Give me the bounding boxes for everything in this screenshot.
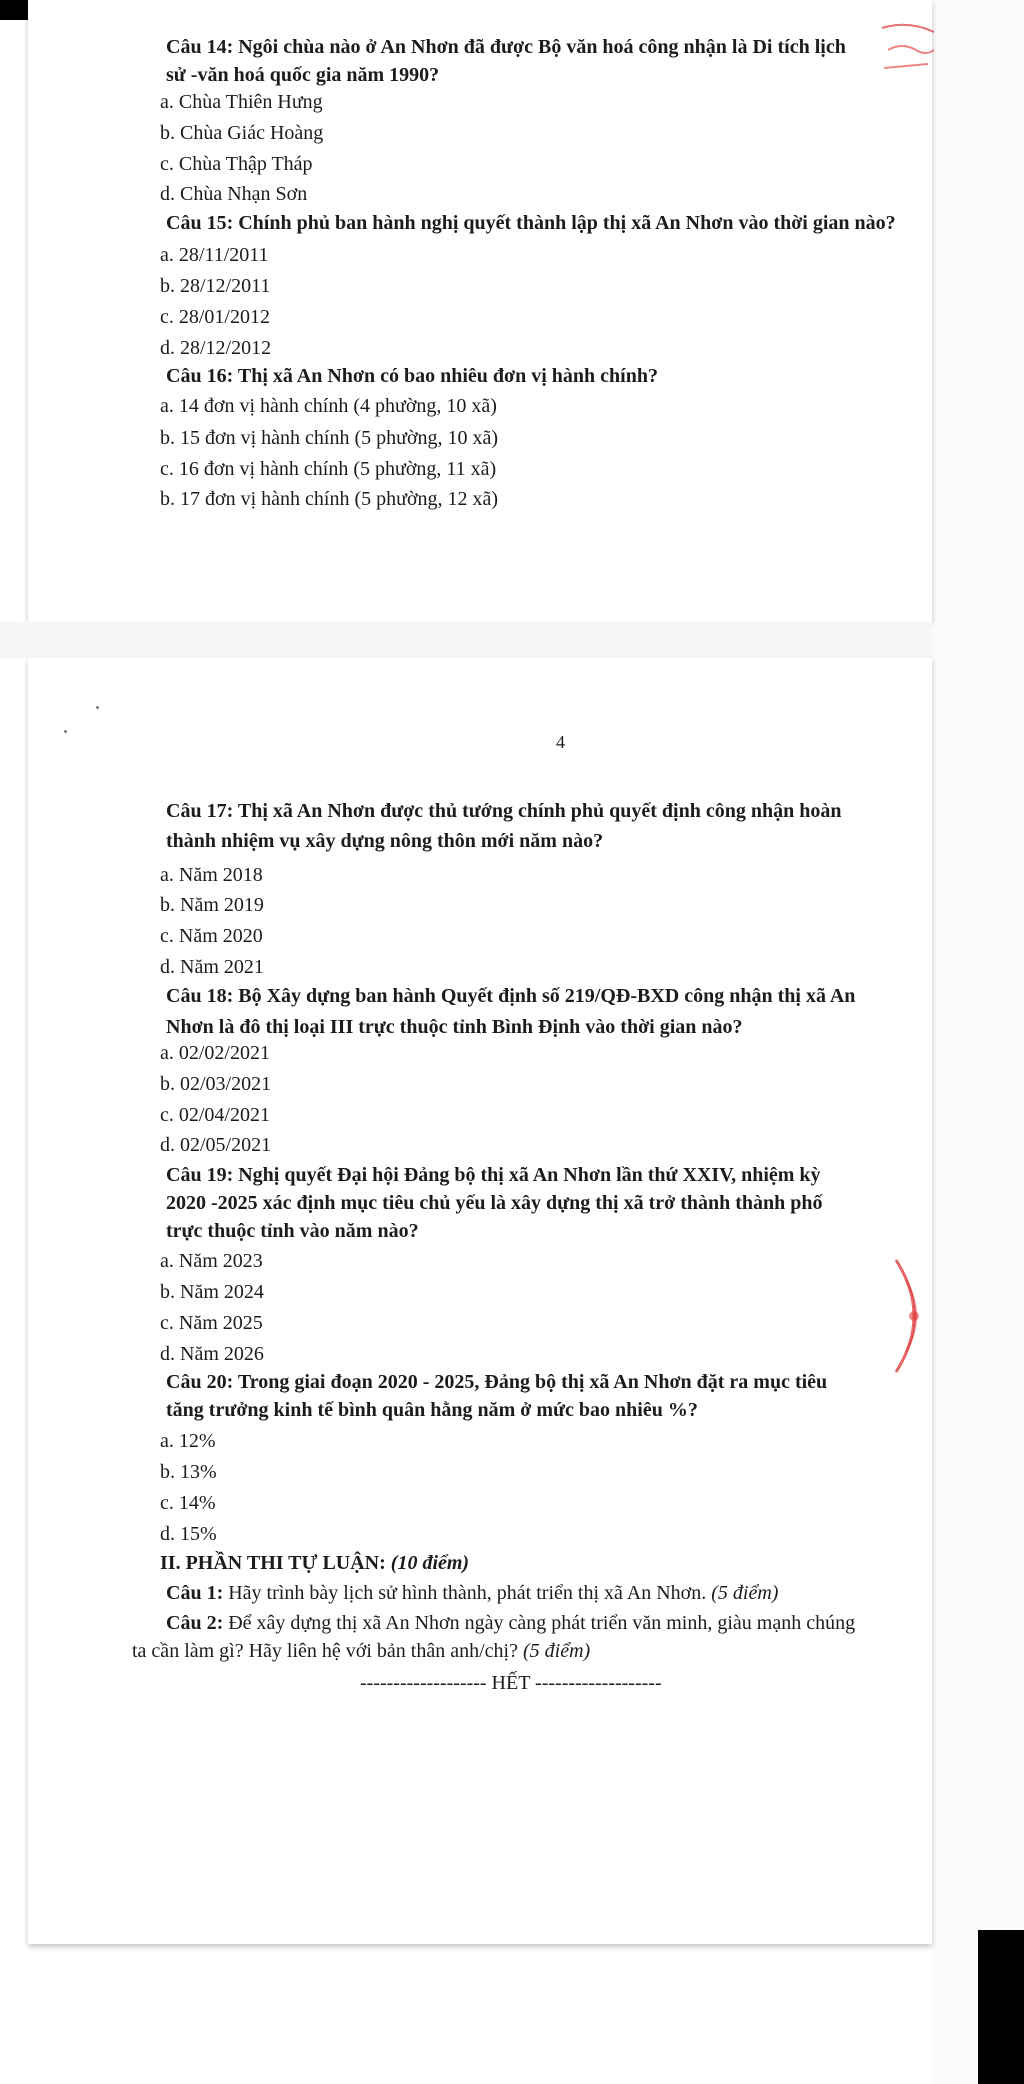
page-gap xyxy=(0,622,932,658)
answer-option: a. 12% xyxy=(160,1430,216,1452)
essay-question-2-text-cont: ta cần làm gì? Hãy liên hệ với bản thân anh/chị? xyxy=(132,1640,518,1662)
question-19-line2: 2020 -2025 xác định mục tiêu chủ yếu là xây dựng thị xã trở thành thành phố xyxy=(166,1192,823,1214)
answer-option: b. 28/12/2011 xyxy=(160,275,271,297)
answer-option: c. Năm 2020 xyxy=(160,925,263,947)
answer-option: b. Năm 2019 xyxy=(160,894,264,916)
right-margin xyxy=(932,0,1024,2084)
answer-option: c. Năm 2025 xyxy=(160,1312,263,1334)
essay-question-1-points: (5 điểm) xyxy=(711,1582,779,1604)
question-16-line1: Câu 16: Thị xã An Nhơn có bao nhiêu đơn vị hành chính? xyxy=(166,365,658,387)
question-20-line2: tăng trưởng kinh tế bình quân hằng năm ở mức bao nhiêu %? xyxy=(166,1399,698,1421)
essay-question-1-label: Câu 1: xyxy=(166,1582,224,1604)
scan-speck xyxy=(64,730,67,733)
essay-question-2-points: (5 điểm) xyxy=(523,1640,591,1662)
answer-option: b. 17 đơn vị hành chính (5 phường, 12 xã) xyxy=(160,488,499,510)
answer-option: d. 15% xyxy=(160,1523,217,1545)
question-19-line3: trực thuộc tỉnh vào năm nào? xyxy=(166,1220,419,1242)
answer-option: c. 14% xyxy=(160,1492,216,1514)
essay-question-2-text: Để xây dựng thị xã An Nhơn ngày càng phát triển văn minh, giàu mạnh chúng xyxy=(223,1612,856,1634)
question-20-line1: Câu 20: Trong giai đoạn 2020 - 2025, Đảng bộ thị xã An Nhơn đặt ra mục tiêu xyxy=(166,1371,828,1393)
question-18-line1: Câu 18: Bộ Xây dựng ban hành Quyết định số 219/QĐ-BXD công nhận thị xã An xyxy=(166,985,856,1007)
essay-question-2-line2 xyxy=(132,1640,590,1663)
question-18-line2: Nhơn là đô thị loại III trực thuộc tỉnh Bình Định vào thời gian nào? xyxy=(166,1016,743,1038)
bottom-right-shadow xyxy=(978,1930,1024,2084)
question-14-line2: sử -văn hoá quốc gia năm 1990? xyxy=(166,64,440,86)
page-number: 4 xyxy=(556,732,565,752)
essay-question-1-text: Hãy trình bày lịch sử hình thành, phát triển thị xã An Nhơn. xyxy=(223,1582,707,1604)
question-19-line1: Câu 19: Nghị quyết Đại hội Đảng bộ thị xã An Nhơn lần thứ XXIV, nhiệm kỳ xyxy=(166,1164,821,1186)
answer-option: a. Năm 2018 xyxy=(160,864,263,886)
question-17-line2: thành nhiệm vụ xây dựng nông thôn mới năm nào? xyxy=(166,830,604,852)
answer-option: d. 28/12/2012 xyxy=(160,337,272,359)
answer-option: a. Năm 2023 xyxy=(160,1250,263,1272)
answer-option: a. 02/02/2021 xyxy=(160,1042,270,1064)
answer-option: d. Năm 2021 xyxy=(160,956,264,978)
answer-option: b. 13% xyxy=(160,1461,217,1483)
answer-option: c. 16 đơn vị hành chính (5 phường, 11 xã) xyxy=(160,458,497,480)
essay-question-2-line1 xyxy=(166,1612,855,1635)
section-heading-text: II. PHẦN THI TỰ LUẬN: xyxy=(160,1552,386,1574)
answer-option: a. 14 đơn vị hành chính (4 phường, 10 xã) xyxy=(160,395,497,417)
answer-option: a. 28/11/2011 xyxy=(160,244,269,266)
scan-speck xyxy=(96,706,99,709)
question-17-line1: Câu 17: Thị xã An Nhơn được thủ tướng chính phủ quyết định công nhận hoàn xyxy=(166,800,842,822)
stamp-fragment-top xyxy=(878,20,938,76)
answer-option: a. Chùa Thiên Hưng xyxy=(160,91,323,113)
answer-option: b. Năm 2024 xyxy=(160,1281,264,1303)
end-marker: ------------------- HẾT ------------------- xyxy=(360,1672,662,1694)
section-heading-essay xyxy=(160,1552,469,1575)
answer-option: b. 02/03/2021 xyxy=(160,1073,272,1095)
answer-option: c. 28/01/2012 xyxy=(160,306,270,328)
answer-option: c. 02/04/2021 xyxy=(160,1104,270,1126)
stamp-fragment-side xyxy=(892,1256,934,1376)
answer-option: c. Chùa Thập Tháp xyxy=(160,153,313,175)
answer-option: d. 02/05/2021 xyxy=(160,1134,272,1156)
question-15-line1: Câu 15: Chính phủ ban hành nghị quyết thành lập thị xã An Nhơn vào thời gian nào? xyxy=(166,212,896,234)
answer-option: b. 15 đơn vị hành chính (5 phường, 10 xã) xyxy=(160,427,499,449)
answer-option: d. Năm 2026 xyxy=(160,1343,264,1365)
question-14-line1: Câu 14: Ngôi chùa nào ở An Nhơn đã được Bộ văn hoá công nhận là Di tích lịch xyxy=(166,36,846,58)
answer-option: b. Chùa Giác Hoàng xyxy=(160,122,324,144)
answer-option: d. Chùa Nhạn Sơn xyxy=(160,183,308,205)
section-heading-points: (10 điểm) xyxy=(390,1552,470,1574)
essay-question-2-label: Câu 2: xyxy=(166,1612,224,1634)
essay-question-1 xyxy=(166,1582,778,1605)
